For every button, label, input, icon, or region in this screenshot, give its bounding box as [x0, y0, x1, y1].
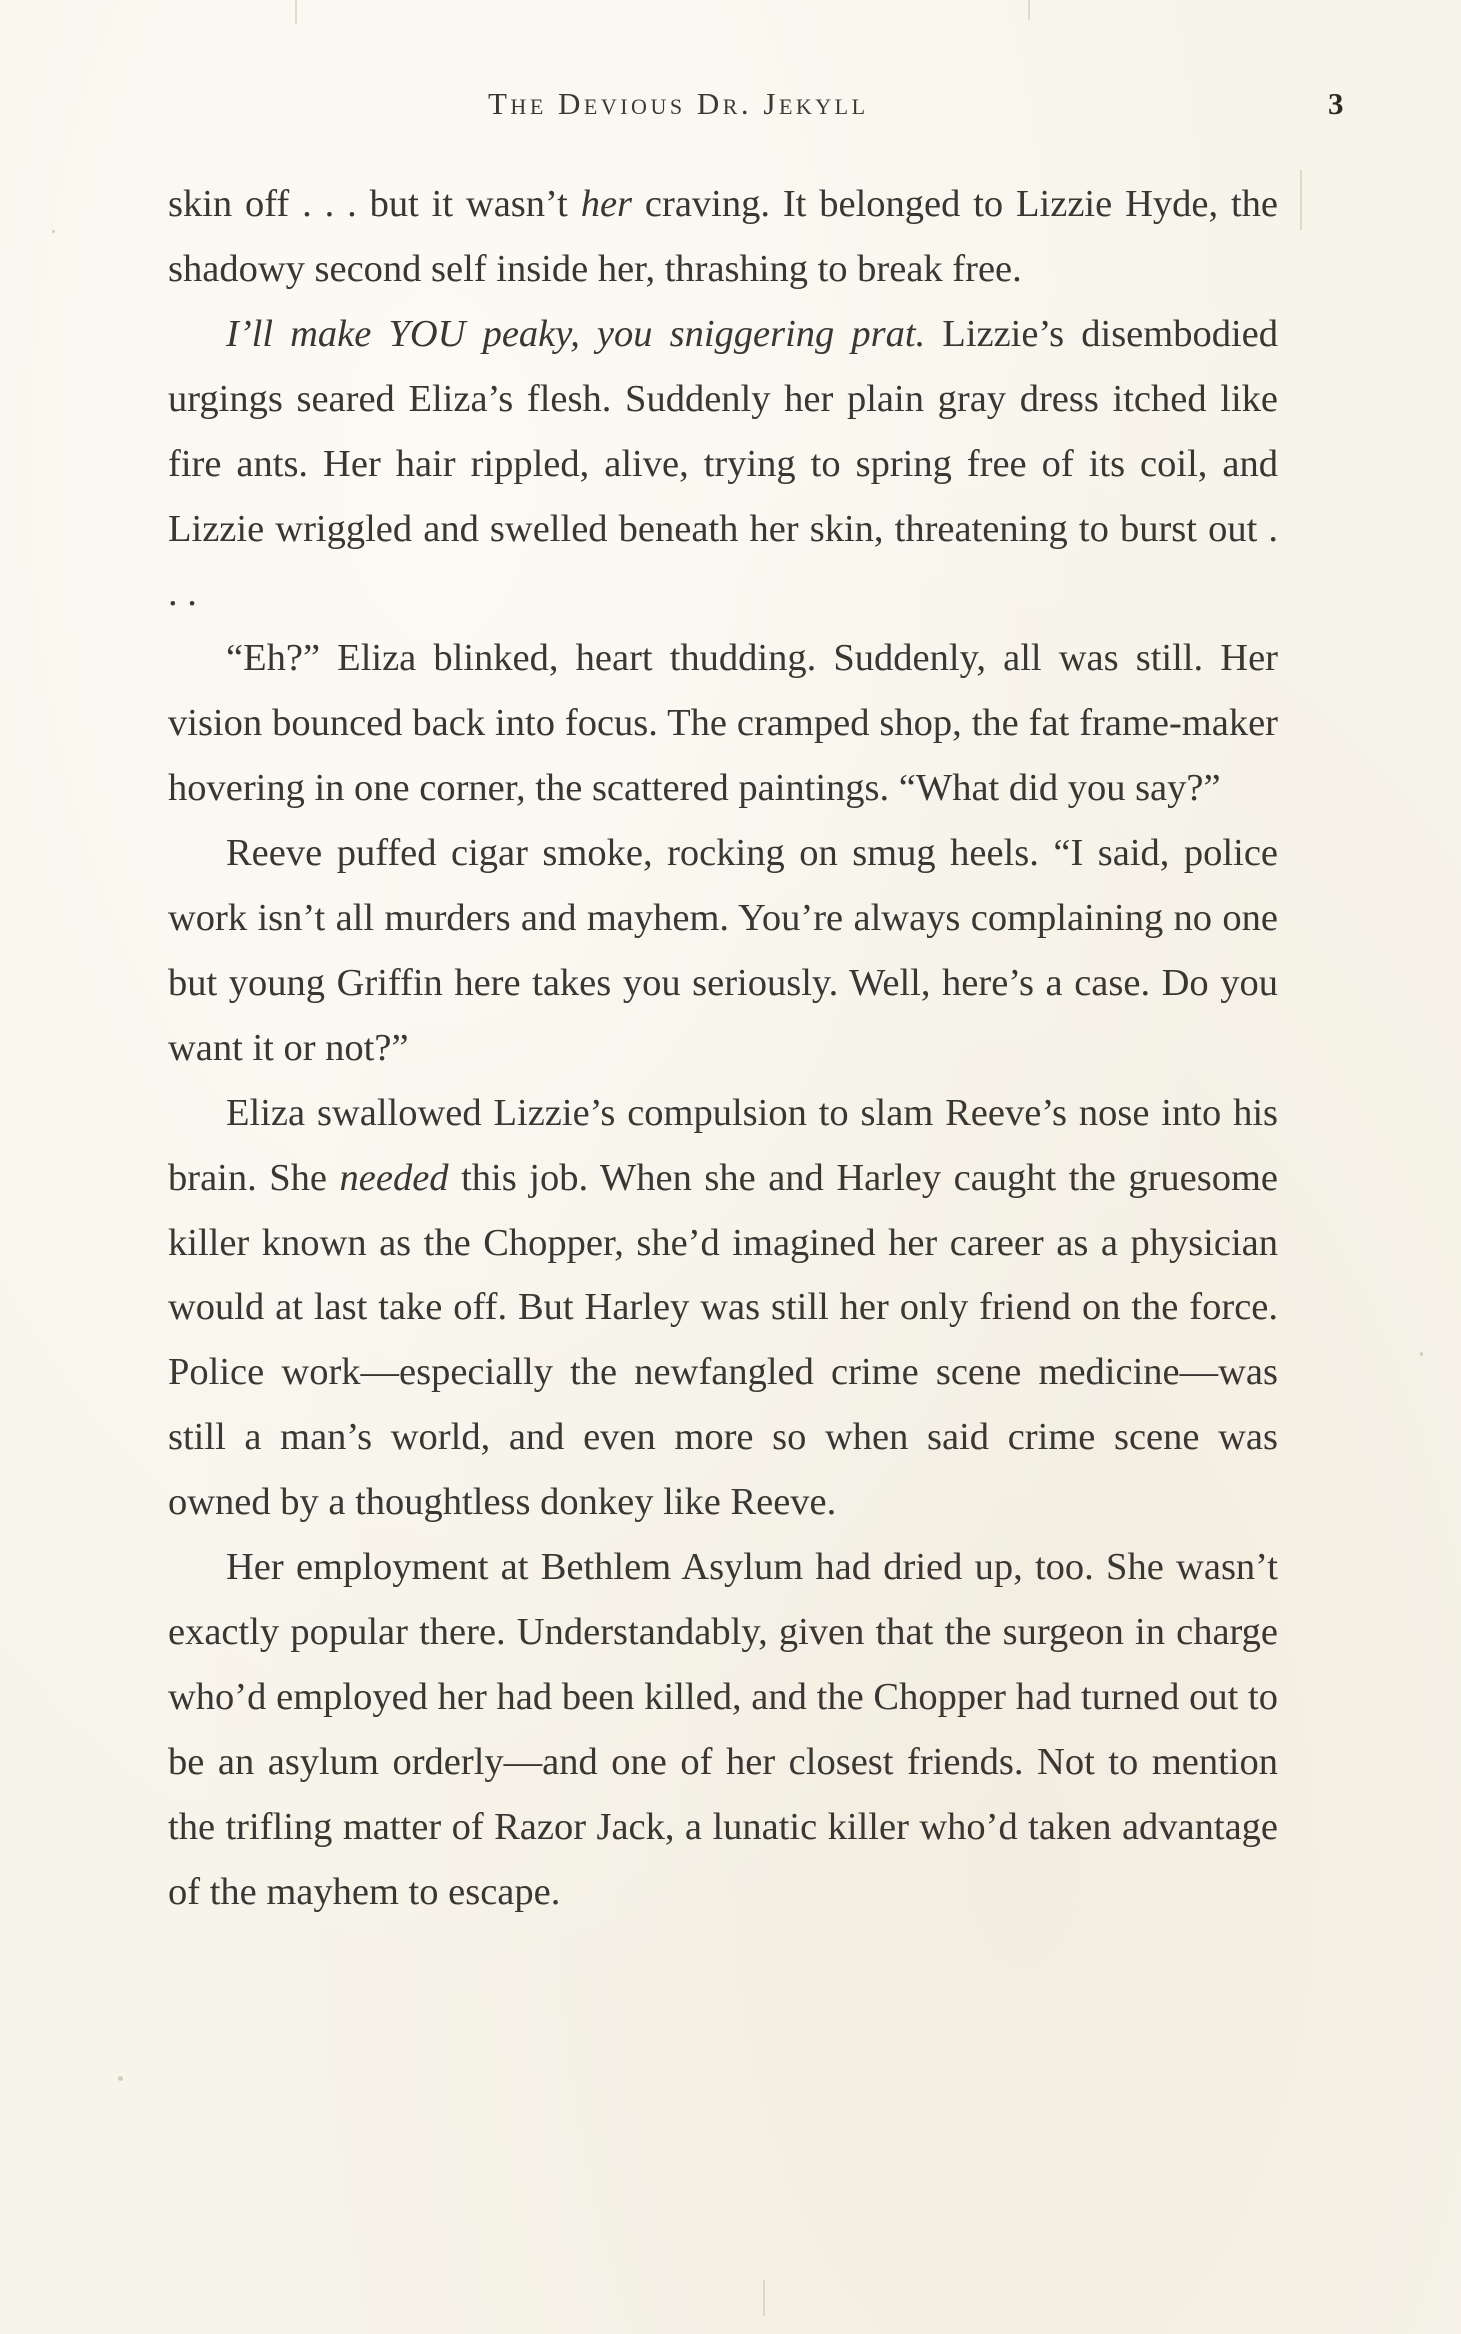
text-span: skin off . . . but it wasn’t	[168, 183, 581, 225]
paper-mark	[1028, 0, 1030, 20]
paper-mark	[1300, 170, 1302, 230]
paper-speck	[1420, 1352, 1423, 1356]
body-text	[168, 172, 1278, 1924]
text-span: Reeve puffed cigar smoke, rocking on smug heels. “I said, police work isn’t all murders and mayhem. You’re always complaining no one but young Griffin here takes you seriously. Well, here’s a case. Do you want it or not?”	[168, 832, 1278, 1069]
paragraph	[168, 1081, 1278, 1535]
paragraph	[168, 1535, 1278, 1924]
text-span: Eliza swallowed Lizzie’s compulsion to slam Reeve’s nose into his brain. She	[168, 1091, 1278, 1199]
page-number: 3	[1328, 86, 1344, 121]
paragraph	[168, 172, 1278, 302]
text-span: this job. When she and Harley caught the gruesome killer known as the Chopper, she’d imagined her career as a physician would at last take off. But Harley was still her only friend on the force. Police work—especially the newfangled crime scene medicine—was still a man’s world, and even more so when said crime scene was owned by a thoughtless donkey like Reeve.	[168, 1156, 1278, 1524]
paper-mark	[763, 2280, 765, 2316]
paragraph	[168, 302, 1278, 627]
text-span: “Eh?” Eliza blinked, heart thudding. Suddenly, all was still. Her vision bounced back into focus. The cramped shop, the fat frame-maker hovering in one corner, the scattered paintings. “What did you say?”	[168, 637, 1278, 810]
paper-mark	[295, 0, 297, 24]
text-span: Lizzie’s disembodied urgings seared Eliza’s flesh. Suddenly her plain gray dress itched like fire ants. Her hair rippled, alive, trying to spring free of its coil, and Lizzie wriggled and swelled beneath her skin, threatening to burst out . . .	[168, 312, 1278, 615]
text-span: Her employment at Bethlem Asylum had dried up, too. She wasn’t exactly popular there. Understandably, given that the surgeon in charge who’d employed her had been killed, and the Chopper had turned out to be an asylum orderly—and one of her closest friends. Not to mention the trifling matter of Razor Jack, a lunatic killer who’d taken advantage of the mayhem to escape.	[168, 1546, 1278, 1913]
text-span: craving. It belonged to Lizzie Hyde, the shadowy second self inside her, thrashing to break free.	[168, 183, 1278, 290]
paper-speck	[52, 230, 55, 233]
paragraph	[168, 626, 1278, 821]
running-head	[0, 86, 1461, 126]
paragraph	[168, 821, 1278, 1081]
running-title: The Devious Dr. Jekyll	[488, 86, 869, 121]
italic-text: her	[580, 183, 633, 225]
italic-text: I’ll make YOU peaky, you sniggering prat.	[226, 312, 926, 355]
italic-text: needed	[339, 1156, 449, 1199]
paper-speck	[118, 2076, 123, 2081]
